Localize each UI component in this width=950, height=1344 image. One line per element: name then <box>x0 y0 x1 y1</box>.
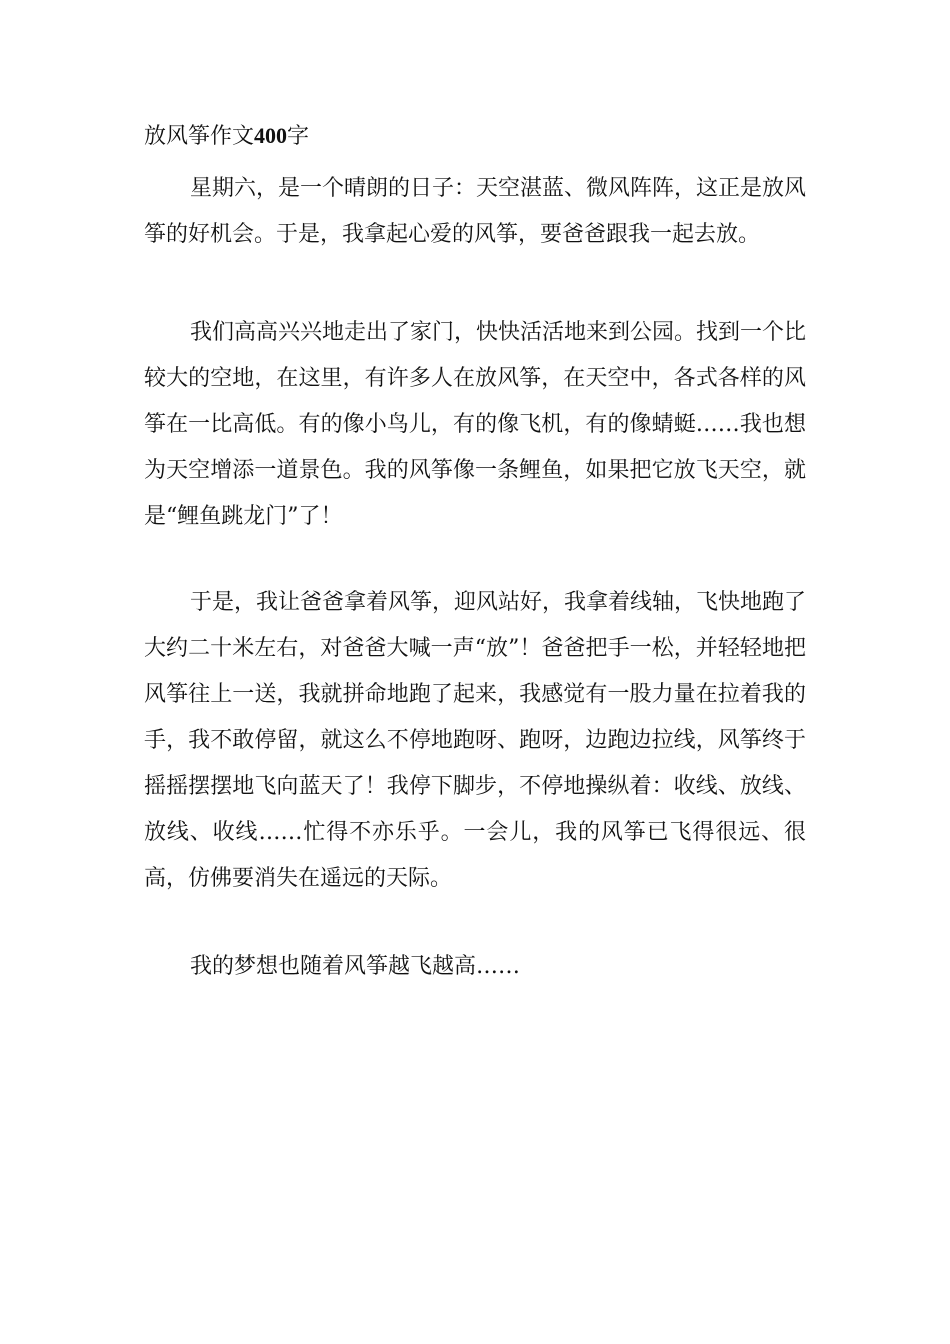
paragraph: 星期六，是一个晴朗的日子：天空湛蓝、微风阵阵，这正是放风筝的好机会。于是，我拿起心爱的风筝，要爸爸跟我一起去放。 <box>144 176 807 247</box>
paragraph: 于是，我让爸爸拿着风筝，迎风站好，我拿着线轴，飞快地跑了大约二十米左右，对爸爸大喊一声“放”！爸爸把手一松，并轻轻地把风筝往上一送，我就拼命地跑了起来，我感觉有一股力量在拉着我的手，我不敢停留，就这么不停地跑呀、跑呀，边跑边拉线，风筝终于摇摇摆摆地飞向蓝天了！我停下脚步，不停地操纵着：收线、放线、放线、收线……忙得不亦乐乎。一会儿，我的风筝已飞得很远、很高，仿佛要消失在遥远的天际。 <box>144 590 807 891</box>
paragraph: 我们高高兴兴地走出了家门，快快活活地来到公园。找到一个比较大的空地，在这里，有许多人在放风筝，在天空中，各式各样的风筝在一比高低。有的像小鸟儿，有的像飞机，有的像蜻蜓……我也想为天空增添一道景色。我的风筝像一条鲤鱼，如果把它放飞天空，就是“鲤鱼跳龙门”了！ <box>144 320 807 529</box>
title-suffix: 字 <box>287 124 310 149</box>
paragraph-2-block <box>144 310 806 540</box>
title-prefix: 放风筝作文 <box>144 124 255 149</box>
paragraph-1-block <box>144 166 806 258</box>
paragraph-4-block <box>144 944 806 990</box>
paragraph-3-block <box>144 580 806 902</box>
title-number: 400 <box>254 123 288 148</box>
paragraph: 我的梦想也随着风筝越飞越高…… <box>190 954 521 979</box>
document-title <box>144 118 309 155</box>
